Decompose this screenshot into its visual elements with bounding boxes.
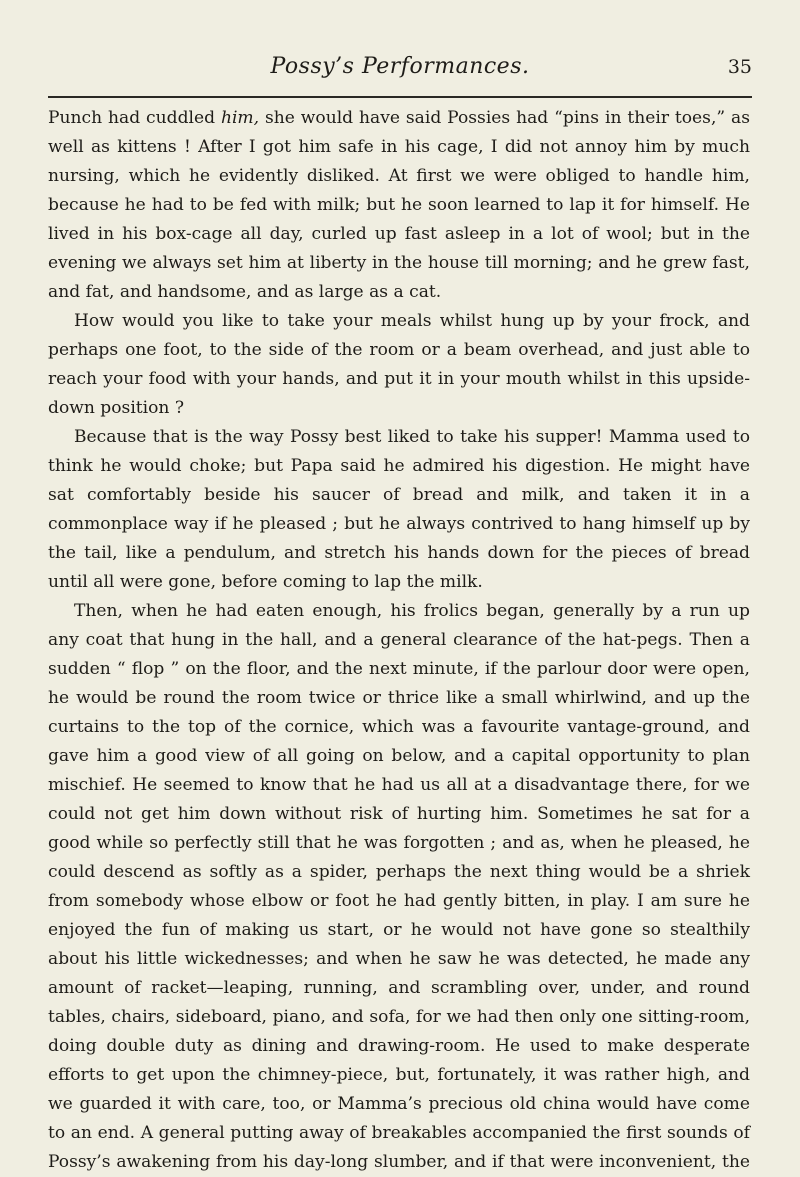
paragraph-text: Punch had cuddled (48, 108, 221, 128)
paragraph: How would you like to take your meals whilst hung up by your frock, and perhaps one foot, to the side of the room or a beam overhead, and just able to reach your food with your hands, and put it in your mouth whilst in this upside-down position ? (48, 311, 750, 418)
paragraph: Because that is the way Possy best liked to take his supper! Mamma used to think he would choke; but Papa said he admired his digestion. He might have sat comfortably beside his saucer of bread and milk, and taken it in a commonplace way if he pleased ; but he always contrived to hang himself up by the tail, like a pendulum, and stretch his hands down for the pieces of bread until all were gone, before coming to lap the milk. (48, 427, 750, 592)
paragraph: Then, when he had eaten enough, his frolics began, generally by a run up any coat that hung in the hall, and a general clearance of the hat-pegs. Then a sudden “ flop ” on the floor, and the next minute, if the parlour door were open, he would be round the room twice or thrice like a small whirlwind, and up the curtains to the top of the cornice, which was a favourite vantage-ground, and gave him a good view of all going on below, and a capital opportunity to plan mischief. He seemed to know that he had us all at a disadvantage there, for we could not get him down without risk of hurting him. Sometimes he sat for a good while so perfectly still that he was forgotten ; and as, when he pleased, he could descend as softly as a spider, perhaps the next thing would be a shriek from somebody whose elbow or foot he had gently bitten, in play. I am sure he enjoyed the fun of making us start, or he would not have gone so stealthily about his little wickednesses; and when he saw he was detected, he made any amount of racket—leaping, running, and scrambling over, under, and round tables, chairs, sideboard, piano, and sofa, for we had then only one sitting-room, doing double duty as dining and drawing-room. He used to make desperate efforts to get upon the chimney-piece, but, fortunately, it was rather high, and we guarded it with care, too, or Mamma’s precious old china would have come to an end. A general putting away of breakables accompanied the first sounds of Possy’s awakening from his day-long slumber, and if that were inconvenient, the (48, 601, 750, 1172)
emphasis-text: him, (220, 108, 260, 128)
running-title: Possy’s Performances. (270, 54, 530, 79)
paragraph (48, 104, 750, 307)
page-number: 35 (727, 56, 752, 78)
body-text (48, 104, 750, 1177)
page-header (48, 52, 752, 88)
paragraph-text: she would have said Possies had “pins in their toes,” as well as kittens ! After I got him safe in his cage, I did not annoy him by much nursing, which he evidently disliked. At first we were obliged to handle him, because he had to be fed with milk; but he soon learned to lap it for himself. He lived in his box-cage all day, curled up fast asleep in a lot of wool; but in the evening we always set him at liberty in the house till morning; and he grew fast, and fat, and handsome, and as large as a cat. (48, 108, 750, 302)
header-rule (48, 96, 752, 98)
